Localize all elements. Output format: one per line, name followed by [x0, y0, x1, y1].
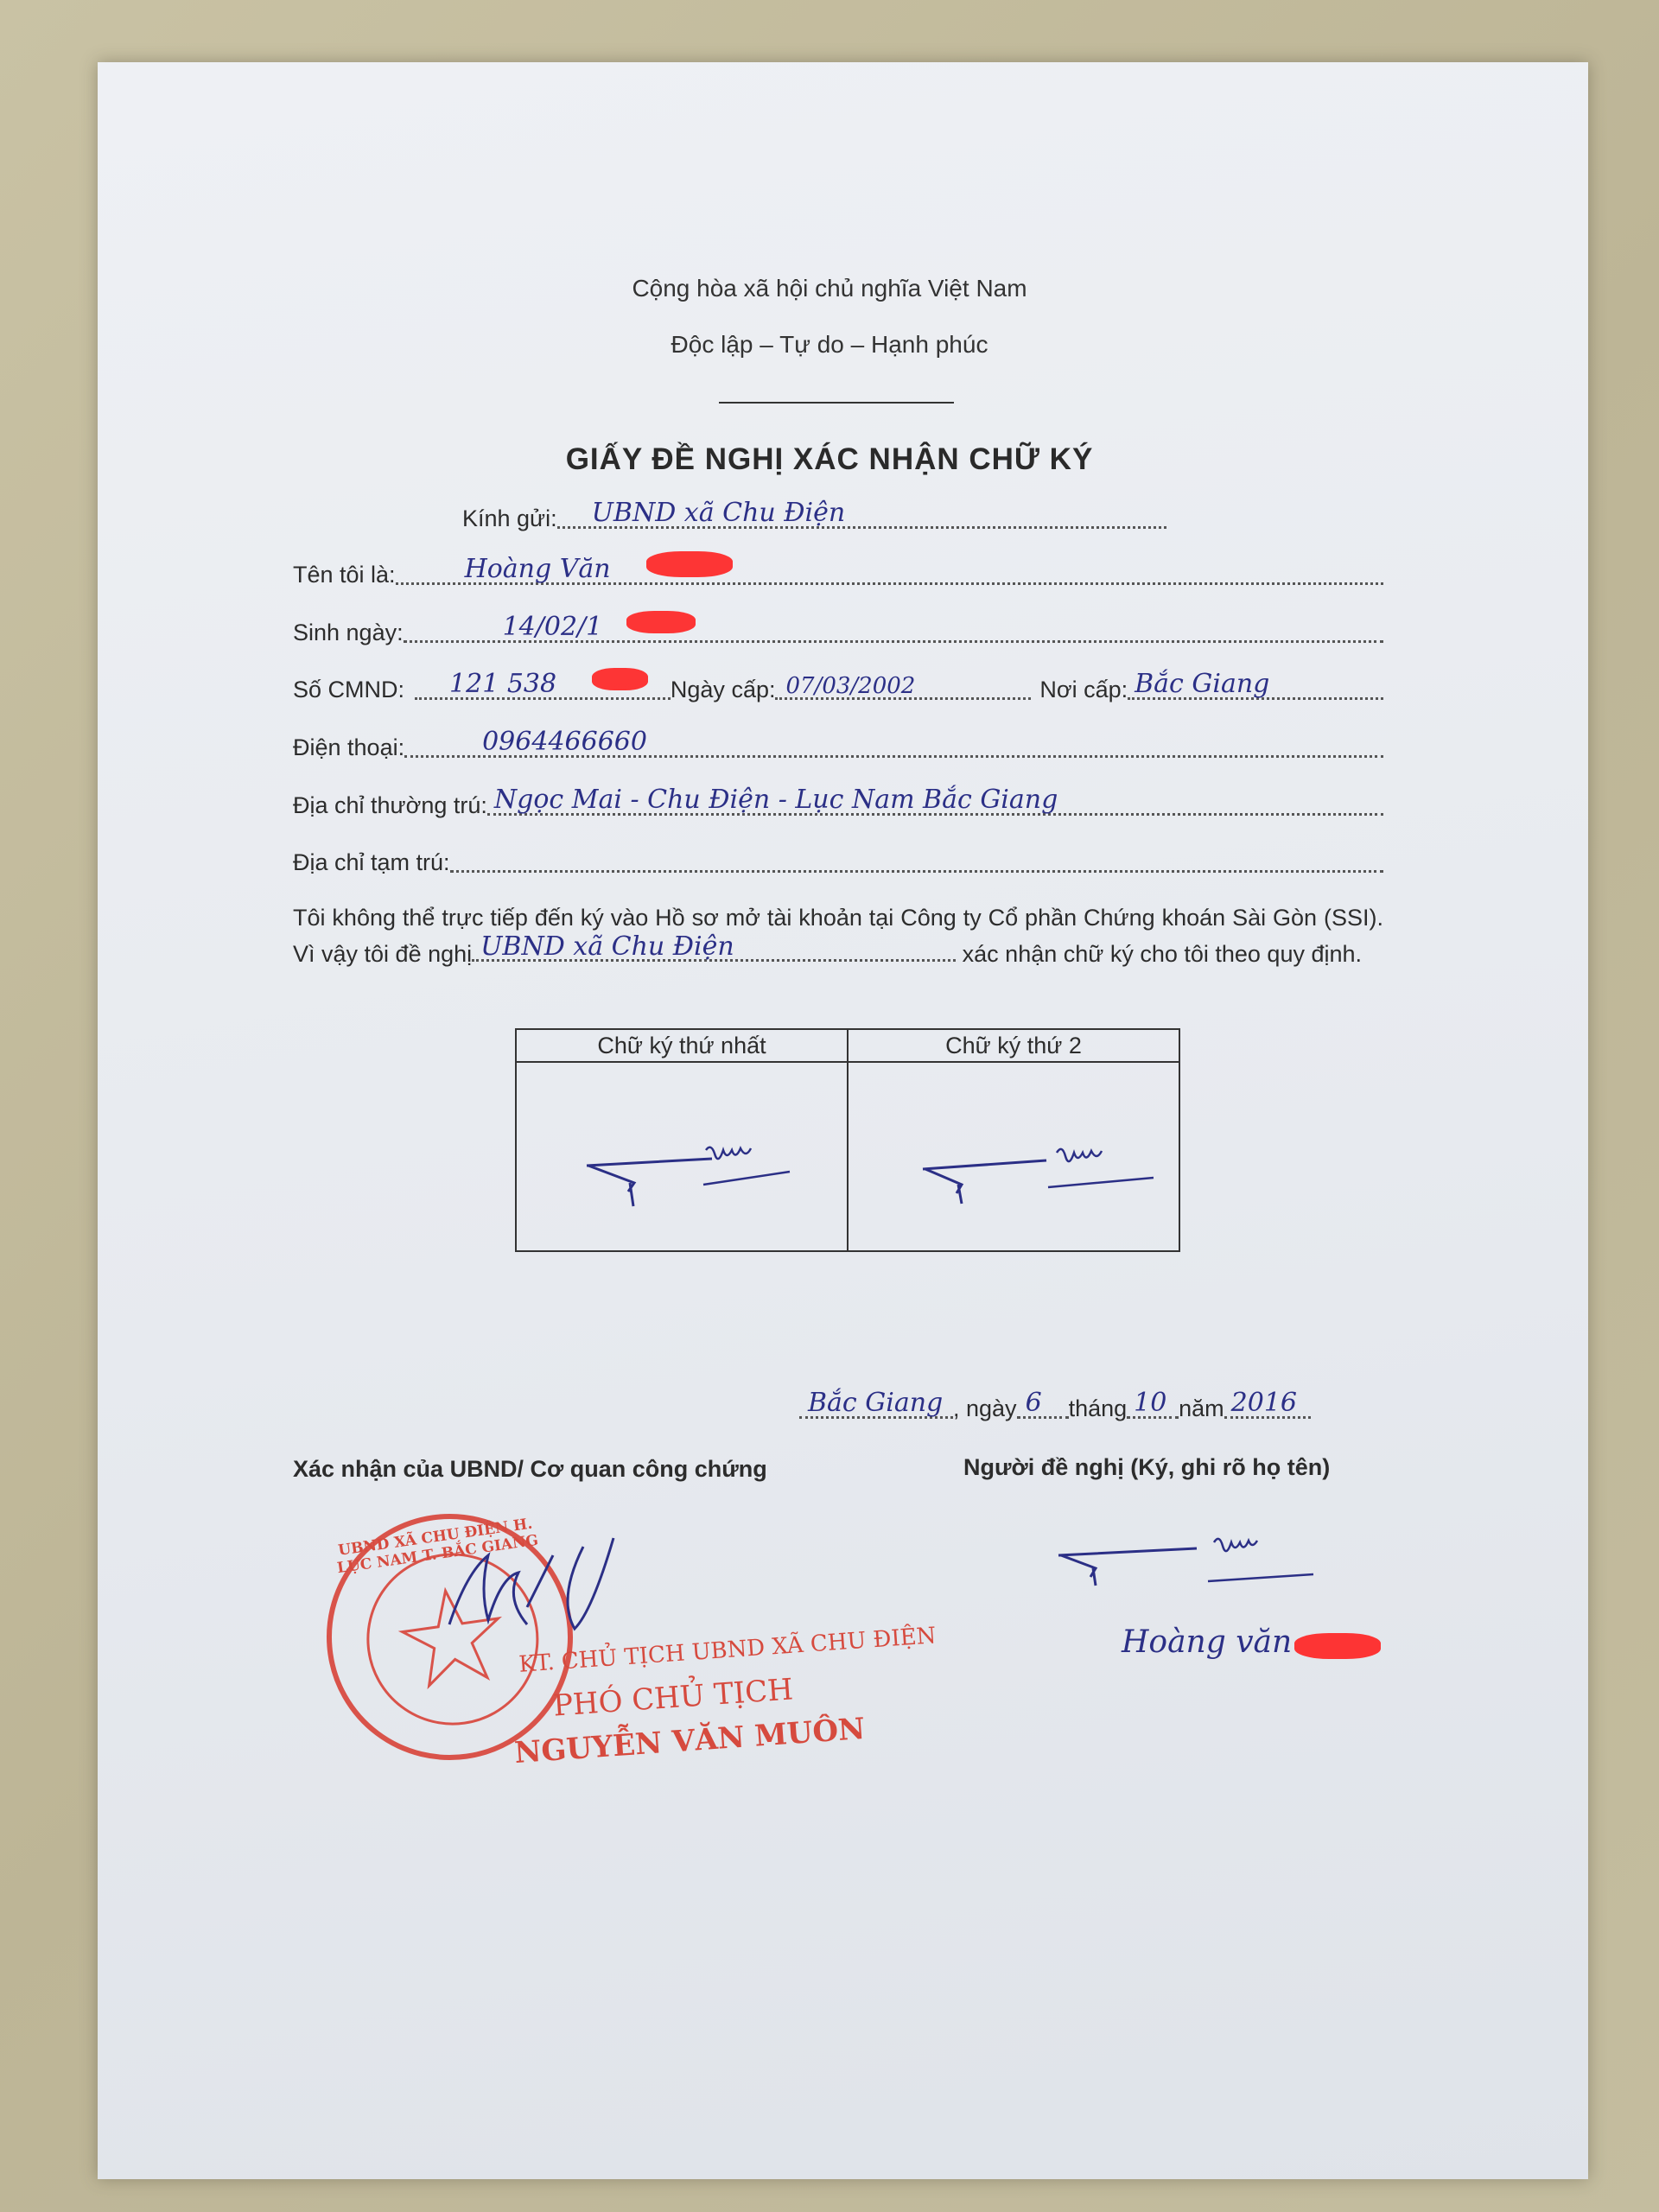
- field-value: UBND xã Chu Điện: [591, 498, 846, 528]
- field-label: Ngày cấp:: [670, 677, 776, 702]
- field-value: Hoàng Văn: [464, 554, 611, 584]
- field-value: 121 538: [449, 669, 557, 699]
- field-label: Kính gửi:: [462, 505, 557, 531]
- field-label: Số CMND:: [293, 677, 405, 702]
- country-name: Cộng hòa xã hội chủ nghĩa Việt Nam: [632, 275, 1027, 302]
- signature-scribble: [518, 1064, 846, 1245]
- date-thang-label: tháng: [1068, 1395, 1128, 1421]
- date-day: 6: [1025, 1388, 1042, 1418]
- field-value: Ngọc Mai - Chu Điện - Lục Nam Bắc Giang: [493, 785, 1058, 815]
- signature-cell-2: [848, 1062, 1179, 1251]
- field-sinh-ngay: [293, 612, 1383, 650]
- field-dien-thoai: [293, 727, 1383, 765]
- stamp-ring-text: UBND XÃ CHU ĐIỆN H. LỤC NAM T. BẮC GIANG: [335, 1515, 540, 1578]
- signature-scribble: [849, 1064, 1178, 1245]
- signature-col-1-header: Chữ ký thứ nhất: [516, 1029, 848, 1062]
- redaction-mark: [1294, 1633, 1381, 1659]
- field-label: Tên tôi là:: [293, 562, 396, 588]
- field-label: Nơi cấp:: [1039, 677, 1128, 702]
- date-ngay-label: , ngày: [953, 1395, 1017, 1421]
- field-label: Sinh ngày:: [293, 620, 404, 645]
- field-value: 0964466660: [482, 727, 647, 757]
- field-value: 14/02/1: [502, 612, 603, 642]
- header-separator: [719, 402, 954, 404]
- date-line: [799, 1388, 1361, 1426]
- field-label: Địa chỉ tạm trú:: [293, 849, 450, 875]
- document-title: GIẤY ĐỀ NGHỊ XÁC NHẬN CHỮ KÝ: [565, 442, 1094, 476]
- field-kinh-gui: [462, 498, 1166, 536]
- field-value: Bắc Giang: [1135, 669, 1270, 699]
- requester-label: Người đề nghị (Ký, ghi rõ họ tên): [963, 1454, 1331, 1480]
- stamp-line-2: PHÓ CHỦ TỊCH: [551, 1672, 795, 1724]
- field-cmnd-row: [293, 669, 1383, 707]
- request-paragraph: [293, 900, 1383, 971]
- requester-name: Hoàng văn: [1122, 1624, 1293, 1660]
- field-ten: [293, 554, 1383, 592]
- paragraph-handwritten: UBND xã Chu Điện: [480, 931, 734, 962]
- paragraph-text: Tôi không thể trực tiếp đến ký vào Hồ sơ mở tài khoản tại Công ty Cổ phần Chứng khoán Sài Gòn (SSI). Vì vậy tôi đề nghị: [293, 905, 1383, 967]
- redaction-mark: [626, 611, 696, 633]
- field-value: 07/03/2002: [785, 673, 916, 699]
- signature-table: [515, 1028, 1180, 1252]
- date-year: 2016: [1230, 1388, 1298, 1418]
- field-label: Điện thoại:: [293, 734, 405, 760]
- redaction-mark: [646, 551, 733, 577]
- national-motto: Độc lập – Tự do – Hạnh phúc: [671, 331, 988, 358]
- field-label: Địa chỉ thường trú:: [293, 792, 487, 818]
- paragraph-text: xác nhận chữ ký cho tôi theo quy định.: [962, 941, 1363, 967]
- date-month: 10: [1134, 1388, 1167, 1418]
- confirm-label: Xác nhận của UBND/ Cơ quan công chứng: [293, 1456, 767, 1482]
- requester-signature: [1046, 1521, 1331, 1616]
- stamp-line-1: KT. CHỦ TỊCH UBND XÃ CHU ĐIỆN: [518, 1623, 938, 1678]
- date-place: Bắc Giang: [808, 1388, 944, 1418]
- signature-cell-1: [516, 1062, 848, 1251]
- field-tam-tru: [293, 845, 1383, 880]
- official-signature: [432, 1529, 691, 1659]
- date-nam-label: năm: [1179, 1395, 1224, 1421]
- field-thuong-tru: [293, 785, 1383, 823]
- signature-col-2-header: Chữ ký thứ 2: [848, 1029, 1179, 1062]
- redaction-mark: [592, 668, 648, 690]
- stamp-line-3: NGUYỄN VĂN MUÔN: [513, 1711, 867, 1771]
